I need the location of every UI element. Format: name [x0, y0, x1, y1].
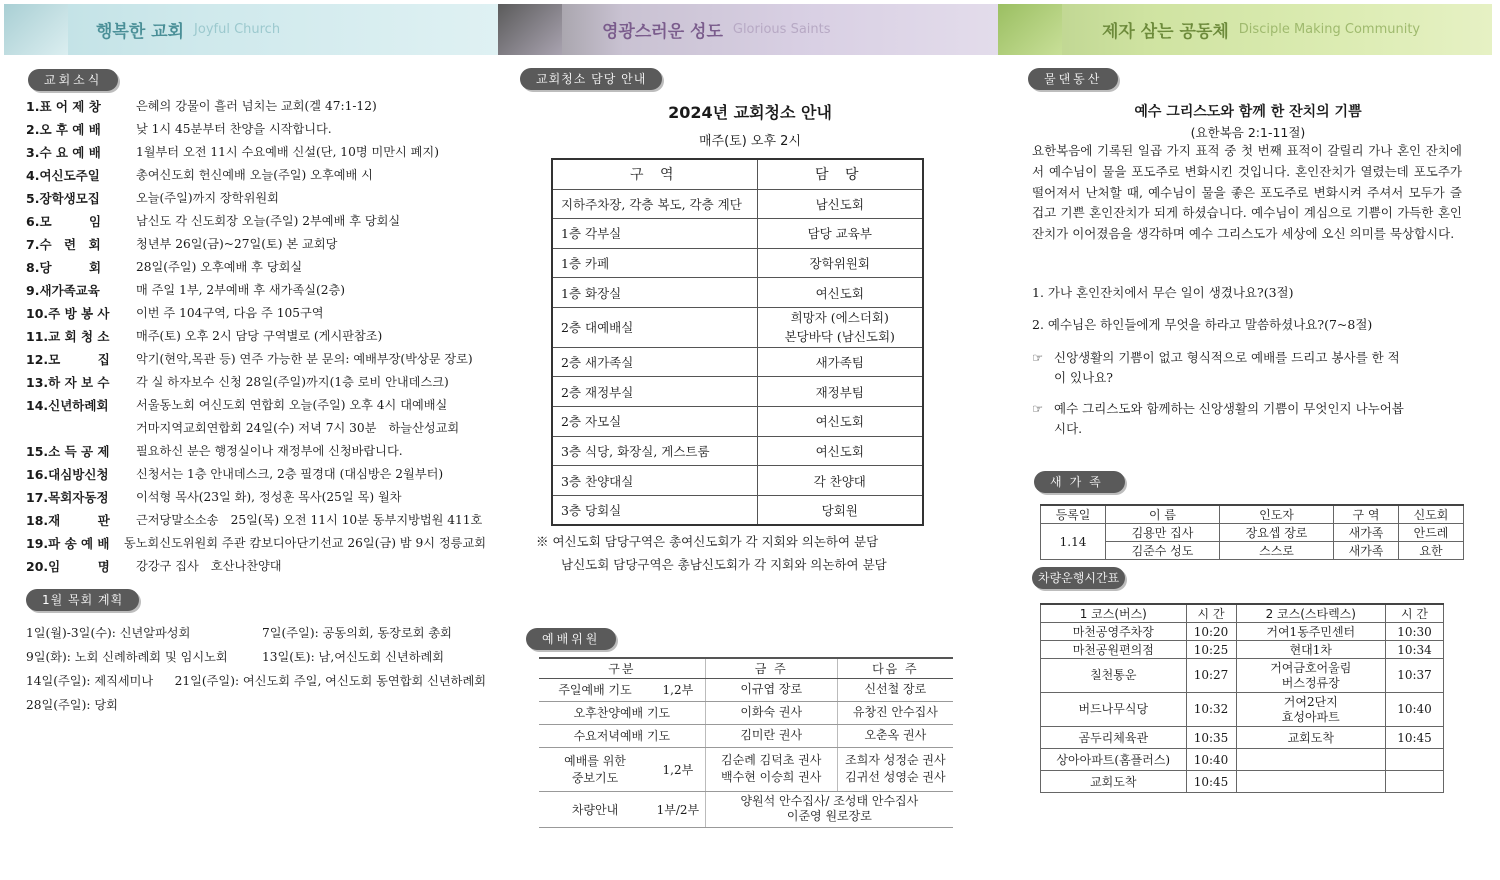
header-title-en: Joyful Church	[194, 22, 281, 37]
plan-entry: 1일(월)-3일(수): 신년알파성회	[26, 625, 191, 640]
newfamily-pill: 새가족	[1034, 471, 1125, 493]
newfamily-cell: 안드레	[1399, 524, 1464, 542]
news-item-label: 10.주 방 봉 사	[26, 305, 110, 321]
bus-cell: 교회도착	[1236, 727, 1386, 749]
offering-pill: 물댄동산	[1028, 68, 1118, 90]
news-item-text: 이번 주 104구역, 다음 주 105구역	[136, 306, 324, 320]
news-item	[26, 117, 486, 140]
news-item-label: 9.새가족교육	[26, 282, 100, 298]
worship-service-part: 1,2부	[651, 747, 705, 791]
worship-role: 수요저녁예배 기도	[539, 724, 705, 747]
plan-pill: 1월 목회 계획	[26, 589, 139, 611]
worship-this-week: 양원석 안수집사/ 조성태 안수집사 이준영 원로장로	[705, 791, 953, 827]
news-item-label: 1.표 어 제 창	[26, 98, 101, 114]
worship-row	[539, 678, 953, 701]
newfamily-cell: 요한	[1399, 542, 1464, 560]
cleaning-area: 3층 당회실	[552, 495, 757, 525]
news-item	[26, 439, 486, 462]
header-photo-icon	[998, 4, 1062, 55]
bus-row	[1041, 659, 1444, 693]
newfamily-date: 1.14	[1041, 524, 1106, 560]
bus-cell: 곰두리체육관	[1041, 727, 1187, 749]
news-item-label: 12.모 집	[26, 351, 110, 367]
news-item	[26, 186, 486, 209]
news-item	[26, 324, 486, 347]
bus-row	[1041, 749, 1444, 771]
worship-role: 주일예배 기도	[539, 678, 651, 701]
cleaning-row	[552, 377, 923, 407]
question-4-line2: 시다.	[1054, 421, 1083, 436]
header-disciple-community	[998, 4, 1492, 55]
worship-header: 금 주	[705, 658, 837, 678]
plan-row	[26, 620, 486, 644]
worship-role: 예배를 위한 중보기도	[539, 747, 651, 791]
news-item-label: 16.대심방신청	[26, 466, 109, 482]
worship-row	[539, 724, 953, 747]
news-item-text: 총여신도회 헌신예배 오늘(주일) 오후예배 시	[136, 168, 373, 182]
cleaning-area: 1층 각부실	[552, 219, 757, 249]
cleaning-assignee: 여신도회	[757, 278, 923, 308]
cleaning-row	[552, 347, 923, 377]
news-item-text: 남신도 각 신도회장 오늘(주일) 2부예배 후 당회실	[136, 214, 401, 228]
cleaning-assignee: 장학위원회	[757, 248, 923, 278]
bus-cell	[1386, 749, 1444, 771]
cleaning-row	[552, 189, 923, 219]
newfamily-cell: 장요셉 장로	[1220, 524, 1334, 542]
newfamily-header-row	[1041, 505, 1464, 524]
news-item-text: 은혜의 강물이 흘러 넘치는 교회(겔 47:1-12)	[136, 99, 377, 113]
news-item-label: 6.모 임	[26, 213, 102, 229]
cleaning-assignee: 남신도회	[757, 189, 923, 219]
pointing-hand-icon: ☞	[1032, 401, 1044, 416]
note-line: 남신도회 담당구역은 총남신도회가 각 지회와 의논하여 분담	[536, 557, 887, 572]
newfamily-header: 신도회	[1399, 505, 1464, 524]
bus-header: 시 간	[1186, 604, 1236, 623]
plan-row	[26, 692, 486, 716]
bus-cell: 거여1동주민센터	[1236, 623, 1386, 641]
january-plan	[26, 620, 486, 716]
bus-cell	[1386, 771, 1444, 793]
worship-next-week: 신선철 장로	[837, 678, 953, 701]
news-item	[26, 163, 486, 186]
news-item-label: 15.소 득 공 제	[26, 443, 110, 459]
bus-cell: 10:30	[1386, 623, 1444, 641]
bus-cell: 10:40	[1386, 693, 1444, 727]
question-3-line2: 이 있나요?	[1054, 370, 1113, 385]
worship-header: 다음 주	[837, 658, 953, 678]
cleaning-title: 2024년 교회청소 안내	[668, 103, 832, 122]
devotion-title: 예수 그리스도와 함께 한 잔치의 기쁨	[1134, 104, 1362, 120]
cleaning-row	[552, 278, 923, 308]
news-item-text: 강강구 집사 호산나찬양대	[136, 559, 282, 573]
news-item	[26, 301, 486, 324]
worship-next-week: 조희자 성정순 권사 김귀선 성영순 권사	[837, 747, 953, 791]
cleaning-area: 2층 새가족실	[552, 347, 757, 377]
cleaning-assignee: 여신도회	[757, 436, 923, 466]
news-item-label: 17.목회자동정	[26, 489, 109, 505]
news-item	[26, 393, 486, 416]
devotion-reference: (요한복음 2:1-11절)	[1190, 125, 1306, 140]
worship-row	[539, 747, 953, 791]
bus-cell: 교회도착	[1041, 771, 1187, 793]
news-item-label: 19.파 송 예 배	[26, 535, 110, 551]
news-item-text: 거마지역교회연합회 24일(수) 저녁 7시 30분 하늘산성교회	[136, 421, 460, 435]
news-item-text: 28일(주일) 오후예배 후 당회실	[136, 260, 303, 274]
bus-cell: 10:25	[1186, 641, 1236, 659]
worship-role: 오후찬양예배 기도	[539, 701, 705, 724]
bus-header: 1 코스(버스)	[1041, 604, 1187, 623]
news-item-label: 4.여신도주일	[26, 167, 100, 183]
bus-cell: 마천공원편의점	[1041, 641, 1187, 659]
news-item-text: 낮 1시 45분부터 찬양을 시작합니다.	[136, 122, 332, 136]
cleaning-area: 1층 화장실	[552, 278, 757, 308]
news-item	[26, 416, 486, 439]
bus-cell: 거여금호어울림 버스정류장	[1236, 659, 1386, 693]
worship-row	[539, 791, 953, 827]
cleaning-assignee: 재정부팀	[757, 377, 923, 407]
cleaning-assignee: 새가족팀	[757, 347, 923, 377]
newfamily-cell: 새가족	[1334, 524, 1399, 542]
bus-row	[1041, 727, 1444, 749]
pointing-hand-icon: ☞	[1032, 350, 1044, 365]
bus-cell: 10:37	[1386, 659, 1444, 693]
bus-cell: 10:27	[1186, 659, 1236, 693]
cleaning-assignee: 희망자 (에스더회) 본당바닥 (남신도회)	[757, 307, 923, 347]
news-item-text: 필요하신 분은 행정실이나 재정부에 신청바랍니다.	[136, 444, 403, 458]
header-photo-icon	[4, 4, 68, 55]
news-item-text: 이석형 목사(23일 화), 정성훈 목사(25일 목) 월차	[136, 490, 402, 504]
cleaning-assignee: 각 찬양대	[757, 466, 923, 496]
bus-header-row	[1041, 604, 1444, 623]
news-item-text: 서울동노회 여신도회 연합회 오늘(주일) 오후 4시 대예배실	[136, 398, 448, 412]
cleaning-assignee: 담당 교육부	[757, 219, 923, 249]
news-item	[26, 554, 486, 577]
plan-row	[26, 644, 486, 668]
bus-cell: 10:34	[1386, 641, 1444, 659]
bus-cell: 상아아파트(홈플러스)	[1041, 749, 1187, 771]
bus-cell: 10:45	[1186, 771, 1236, 793]
news-item-label: 18.재 판	[26, 512, 110, 528]
news-item	[26, 255, 486, 278]
plan-entry: 9일(화): 노회 신례하례회 및 임시노회	[26, 649, 228, 664]
news-item-text: 신청서는 1층 안내데스크, 2층 필경대 (대심방은 2월부터)	[136, 467, 444, 481]
cleaning-area: 3층 찬양대실	[552, 466, 757, 496]
question-2: 2. 예수님은 하인들에게 무엇을 하라고 말씀하셨나요?(7~8절)	[1032, 317, 1373, 332]
news-item-text: 매 주일 1부, 2부예배 후 새가족실(2층)	[136, 283, 346, 297]
question-4-line1: 예수 그리스도와 함께하는 신앙생활의 기쁨이 무엇인지 나누어봅	[1054, 401, 1404, 416]
newfamily-cell: 김준수 성도	[1105, 542, 1219, 560]
worship-next-week: 유창진 안수집사	[837, 701, 953, 724]
cleaning-table	[551, 158, 924, 526]
bus-cell: 10:40	[1186, 749, 1236, 771]
plan-entry: 21일(주일): 여신도회 주일, 여신도회 동연합회 신년하례회	[174, 673, 486, 688]
bus-cell	[1236, 771, 1386, 793]
newfamily-header: 인도자	[1220, 505, 1334, 524]
cleaning-subtitle: 매주(토) 오후 2시	[698, 134, 802, 149]
bus-cell: 칠천통운	[1041, 659, 1187, 693]
cleaning-row	[552, 307, 923, 347]
worship-next-week: 오춘옥 권사	[837, 724, 953, 747]
worship-row	[539, 701, 953, 724]
news-item	[26, 278, 486, 301]
header-joyful-church	[4, 4, 498, 55]
header-title-ko: 영광스러운 성도	[602, 22, 723, 42]
news-item	[26, 508, 486, 531]
question-3-line1: 신앙생활의 기쁨이 없고 형식적으로 예배를 드리고 봉사를 한 적	[1054, 350, 1400, 365]
header-title-ko: 제자 삼는 공동체	[1102, 22, 1229, 42]
cleaning-header: 구 역	[552, 159, 757, 189]
question-3	[1032, 348, 1462, 388]
news-item-label: 13.하 자 보 수	[26, 374, 110, 390]
note-line: ※ 여신도회 담당구역은 총여신도회가 각 지회와 의논하여 분담	[536, 534, 879, 549]
worship-header-row	[539, 658, 953, 678]
worship-role: 차량안내	[539, 791, 651, 827]
cleaning-notes	[536, 530, 956, 576]
bus-pill: 차량운행시간표	[1032, 567, 1125, 589]
bus-cell: 현대1차	[1236, 641, 1386, 659]
cleaning-assignee: 여신도회	[757, 407, 923, 437]
bus-cell: 10:20	[1186, 623, 1236, 641]
news-item	[26, 370, 486, 393]
newfamily-header: 등록일	[1041, 505, 1106, 524]
worship-service-part: 1,2부	[651, 678, 705, 701]
news-item-text: 1월부터 오전 11시 수요예배 신설(단, 10명 미만시 폐지)	[136, 145, 439, 159]
news-item-label: 3.수 요 예 배	[26, 144, 101, 160]
cleaning-header: 담 당	[757, 159, 923, 189]
bus-cell: 10:45	[1386, 727, 1444, 749]
newfamily-header: 이 름	[1105, 505, 1219, 524]
bus-cell: 버드나무식당	[1041, 693, 1187, 727]
devotion-body: 요한복음에 기록된 일곱 가지 표적 중 첫 번째 표적이 갈릴리 가나 혼인 잔치에서 예수님이 물을 포도주로 변화시킨 것입니다. 혼인잔치가 열렸는데 포도주가 떨어져서 난처할 때, 예수님이 물을 좋은 포도주로 변화시켜 주셔서 모두가 즐겁고 기쁜 혼인잔치가 되게 하셨습니다. 예수님이 계심으로 기쁨이 가득한 혼인잔치가 이어졌음을 생각하며 예수 그리스도가 세상에 오신 의미를 묵상합시다.	[1032, 143, 1462, 242]
worship-header: 구분	[539, 658, 705, 678]
bus-row	[1041, 771, 1444, 793]
bus-cell: 마천공영주차장	[1041, 623, 1187, 641]
cleaning-row	[552, 495, 923, 525]
cleaning-area: 지하주차장, 각층 복도, 각층 계단	[552, 189, 757, 219]
header-title-en: Glorious Saints	[732, 22, 831, 37]
news-item	[26, 462, 486, 485]
news-item-label: 7.수 련 회	[26, 236, 101, 252]
cleaning-row	[552, 436, 923, 466]
bus-row	[1041, 693, 1444, 727]
worship-service-part: 1부/2부	[651, 791, 705, 827]
news-item-label: 5.장학생모집	[26, 190, 100, 206]
question-4	[1032, 399, 1462, 439]
cleaning-row	[552, 219, 923, 249]
cleaning-row	[552, 248, 923, 278]
news-item-text: 오늘(주일)까지 장학위원회	[136, 191, 279, 205]
news-item	[26, 531, 486, 554]
bus-cell: 10:32	[1186, 693, 1236, 727]
news-pill: 교회소식	[28, 69, 118, 91]
bus-cell: 10:35	[1186, 727, 1236, 749]
header-title-en: Disciple Making Community	[1238, 22, 1421, 37]
header-title-ko: 행복한 교회	[96, 22, 185, 42]
bus-schedule-table	[1040, 603, 1444, 793]
worship-this-week: 김순례 김덕초 권사 백수현 이승희 권사	[705, 747, 837, 791]
cleaning-area: 2층 자모실	[552, 407, 757, 437]
worship-pill: 예배위원	[526, 628, 616, 650]
news-item-label: 14.신년하례회	[26, 397, 109, 413]
plan-entry: 28일(주일): 당회	[26, 697, 118, 712]
news-item-text: 각 실 하자보수 신청 28일(주일)까지(1층 로비 안내데스크)	[136, 375, 449, 389]
header-photo-icon	[498, 4, 562, 55]
news-item-text: 매주(토) 오후 2시 담당 구역별로 (게시판참조)	[136, 329, 383, 343]
worship-committee-table	[539, 657, 953, 828]
header-glorious-saints	[498, 4, 998, 55]
question-1: 1. 가나 혼인잔치에서 무슨 일이 생겼나요?(3절)	[1032, 285, 1294, 300]
cleaning-header-row	[552, 159, 923, 189]
worship-this-week: 김미란 권사	[705, 724, 837, 747]
newfamily-cell: 김용만 집사	[1105, 524, 1219, 542]
news-item-label: 20.임 명	[26, 558, 110, 574]
bus-row	[1041, 641, 1444, 659]
plan-entry: 7일(주일): 공동의회, 동장로회 총회	[262, 625, 452, 640]
cleaning-area: 2층 재정부실	[552, 377, 757, 407]
cleaning-row	[552, 466, 923, 496]
cleaning-assignee: 당회원	[757, 495, 923, 525]
cleaning-pill: 교회청소 담당 안내	[520, 68, 662, 90]
newfamily-cell: 스스로	[1220, 542, 1334, 560]
plan-entry: 14일(주일): 제직세미나	[26, 673, 154, 688]
plan-row	[26, 668, 486, 692]
news-item-text: 근저당말소소송 25일(목) 오전 11시 10분 동부지방법원 411호	[136, 513, 483, 527]
news-item	[26, 232, 486, 255]
news-item-text: 악기(현악,목관 등) 연주 가능한 분 문의: 예배부장(박상문 장로)	[136, 352, 473, 366]
bus-row	[1041, 623, 1444, 641]
news-item	[26, 140, 486, 163]
worship-this-week: 이규엽 장로	[705, 678, 837, 701]
newfamily-header: 구 역	[1334, 505, 1399, 524]
cleaning-area: 3층 식당, 화장실, 게스트룸	[552, 436, 757, 466]
news-item	[26, 347, 486, 370]
news-item	[26, 209, 486, 232]
news-item	[26, 485, 486, 508]
news-item-text: 청년부 26일(금)~27일(토) 본 교회당	[136, 237, 338, 251]
cleaning-row	[552, 407, 923, 437]
newfamily-cell: 새가족	[1334, 542, 1399, 560]
bus-header: 시 간	[1386, 604, 1444, 623]
church-news-list	[26, 94, 486, 577]
news-item	[26, 94, 486, 117]
news-item-label: 2.오 후 예 배	[26, 121, 101, 137]
news-item-text: 동노회신도위원회 주관 캄보디아단기선교 26일(금) 밤 9시 정릉교회	[123, 536, 486, 550]
cleaning-area: 2층 대예배실	[552, 307, 757, 347]
news-item-label: 8.당 회	[26, 259, 102, 275]
new-family-table	[1040, 504, 1464, 560]
worship-this-week: 이화숙 권사	[705, 701, 837, 724]
cleaning-area: 1층 카페	[552, 248, 757, 278]
newfamily-row	[1041, 524, 1464, 542]
news-item-label: 11.교 회 청 소	[26, 328, 110, 344]
bus-cell	[1236, 749, 1386, 771]
bus-cell: 거여2단지 효성아파트	[1236, 693, 1386, 727]
plan-entry: 13일(토): 남,여신도회 신년하례회	[262, 649, 445, 664]
bus-header: 2 코스(스타렉스)	[1236, 604, 1386, 623]
